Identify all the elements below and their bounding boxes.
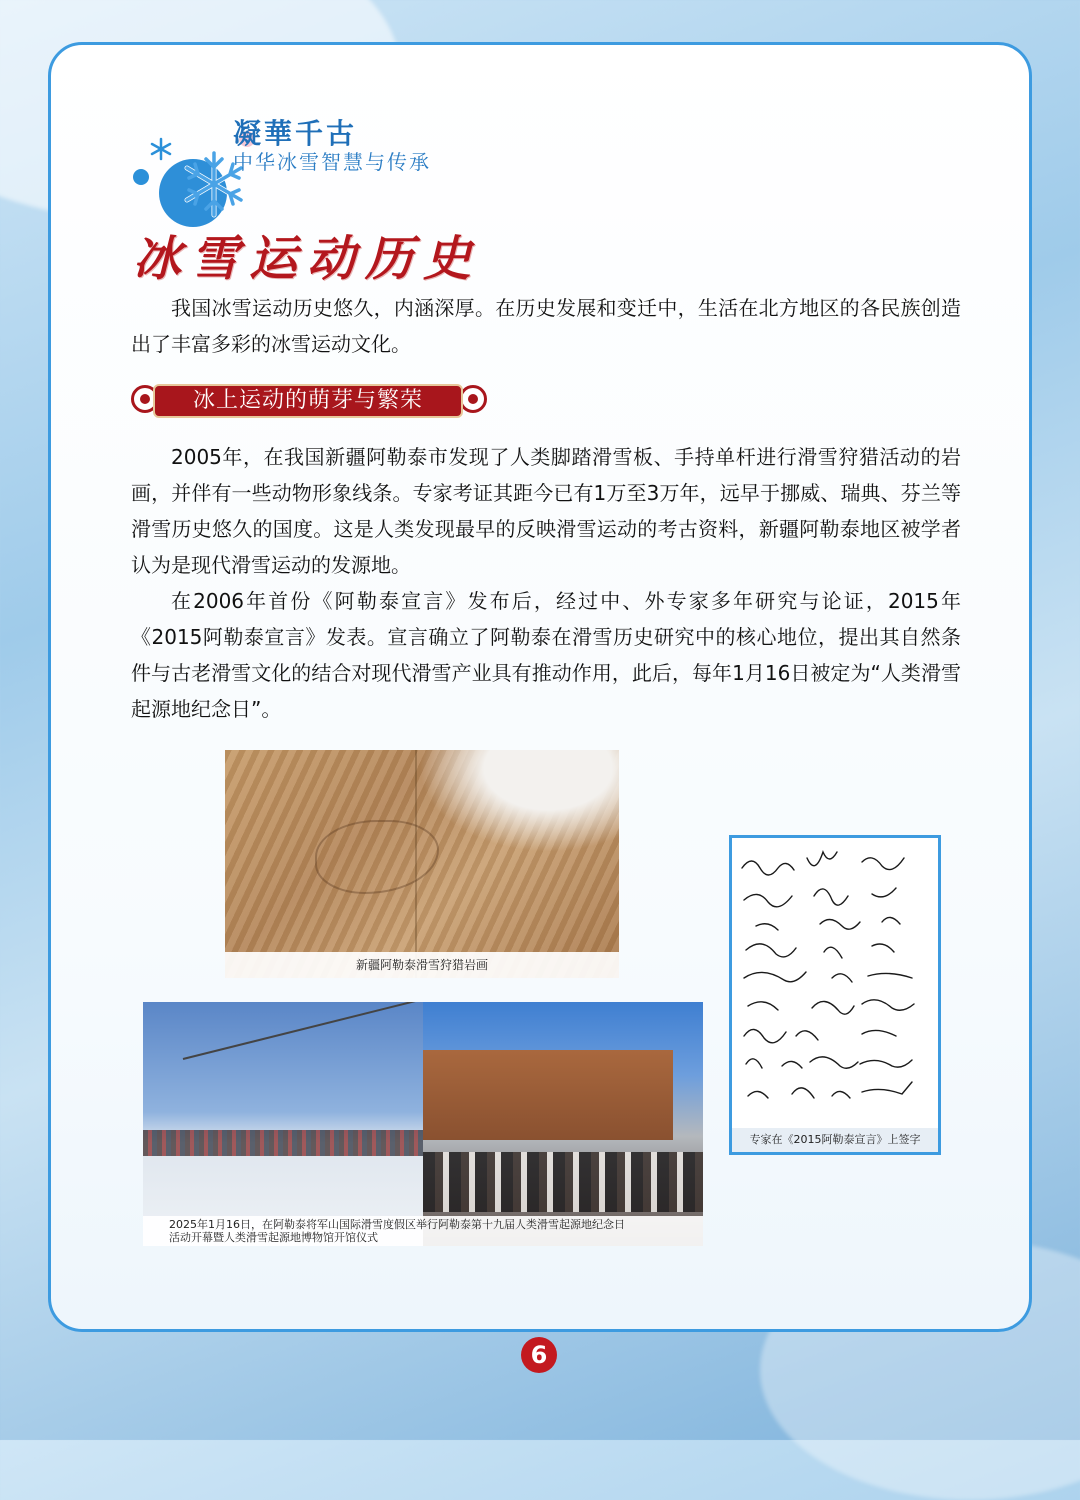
small-snowflake-icon [149,137,173,161]
ceremony-photo [143,1002,703,1246]
signatures-caption: 专家在《2015阿勒泰宣言》上签字 [732,1128,938,1152]
museum-building [423,1050,673,1140]
section-banner [131,379,487,423]
ski-slope-scene [143,1002,423,1246]
brand-title: 凝華千古 [233,117,358,150]
brand-subtitle: 中华冰雪智慧与传承 [233,150,431,174]
banner-box [153,384,463,418]
intro-paragraph: 我国冰雪运动历史悠久，内涵深厚。在历史发展和变迁中，生活在北方地区的各民族创造出了丰富多彩的冰雪运动文化。 [131,296,961,356]
museum-scene [423,1002,703,1246]
rock-art-figure [315,820,439,894]
ceremony-caption [143,1216,703,1246]
rock-art-photo [225,750,619,978]
ceremony-caption-line1: 2025年1月16日，在阿勒泰将军山国际滑雪度假区举行阿勒泰第十九届人类滑雪起源地纪念日 [169,1218,625,1231]
page-title: 冰雪运动历史 [133,231,482,287]
decor-dot [133,169,149,185]
section-paragraph-1: 2005年，在我国新疆阿勒泰市发现了人类脚踏滑雪板、手持单杆进行滑雪狩猎活动的岩画，并伴有一些动物形象线条。专家考证其距今已有1万至3万年，远早于挪威、瑞典、芬兰等滑雪历史悠久的国度。这是人类发现最早的反映滑雪运动的考古资料，新疆阿勒泰地区被学者认为是现代滑雪运动的发源地。 [131,445,961,577]
signature-sheet [729,835,941,1155]
banner-right-ornament [459,385,487,413]
section-paragraph-2: 在2006年首份《阿勒泰宣言》发布后，经过中、外专家多年研究与论证，2015年《2015阿勒泰宣言》发表。宣言确立了阿勒泰在滑雪历史研究中的核心地位，提出其自然条件与古老滑雪文化的结合对现代滑雪产业具有推动作用，此后，每年1月16日被定为“人类滑雪起源地纪念日”。 [131,589,961,721]
crowd [143,1130,423,1156]
section-title: 冰上运动的萌芽与繁荣 [192,388,423,413]
chairlift-cable [183,1002,416,1060]
crowd [423,1152,703,1212]
rock-art-caption: 新疆阿勒泰滑雪狩猎岩画 [225,952,619,978]
ceremony-caption-line2: 活动开幕暨人类滑雪起源地博物馆开馆仪式 [169,1231,378,1244]
page-number: 6 [521,1337,557,1373]
page-card [48,42,1032,1332]
signatures-scribbles [732,838,938,1118]
